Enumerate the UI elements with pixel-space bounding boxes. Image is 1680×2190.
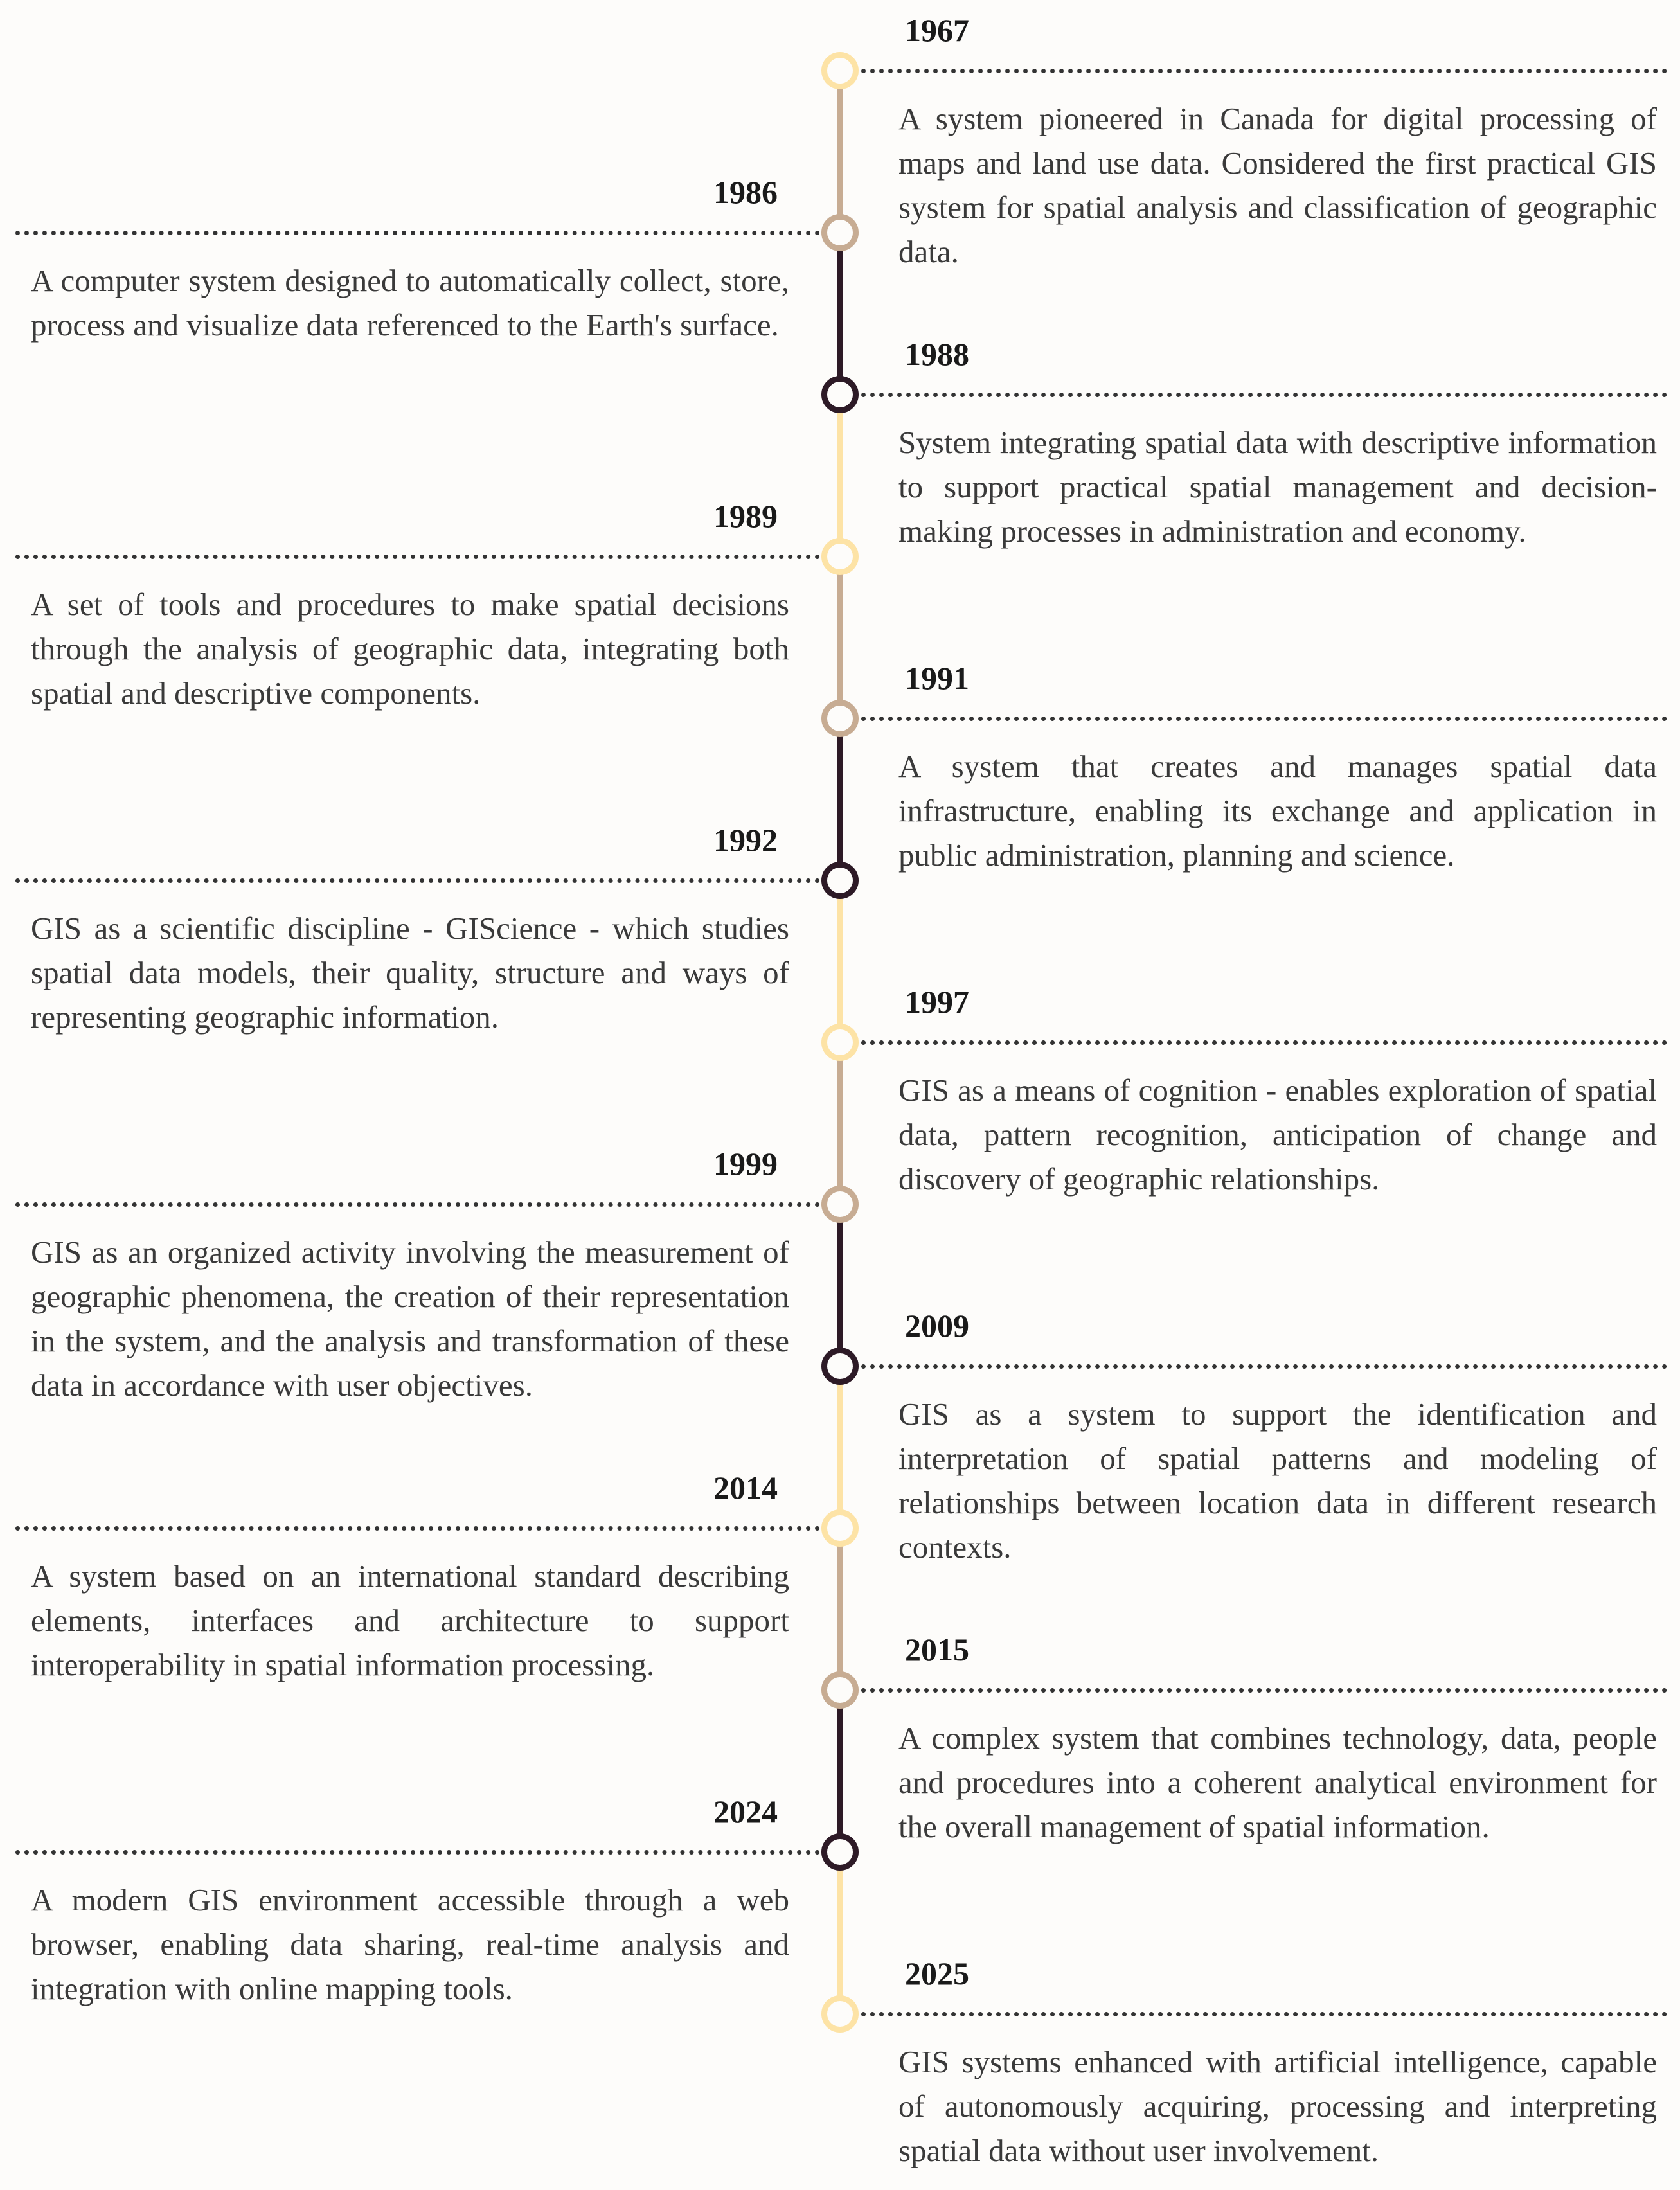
description-2009: GIS as a system to support the identification and interpretation of spatial patterns and modeling of relationships between location data in different research contexts. [898, 1396, 1657, 1565]
description-2014: A system based on an international standard describing elements, interfaces and architecture to support interoperability in spatial information processing. [31, 1558, 789, 1682]
description-1997: GIS as a means of cognition - enables exploration of spatial data, pattern recognition, anticipation of change and discovery of geographic relationships. [898, 1073, 1657, 1197]
dotted-connector-1997 [861, 1040, 1667, 1045]
year-label-2015: 2015 [905, 1632, 969, 1668]
dotted-connector-1991 [861, 717, 1667, 721]
year-label-2009: 2009 [905, 1308, 969, 1344]
description-1999: GIS as an organized activity involving the measurement of geographic phenomena, the creation of their representation in the system, and the analysis and transformation of these data in accordance with user objectives. [31, 1234, 789, 1403]
description-2025: GIS systems enhanced with artificial intelligence, capable of autonomously acquiring, processing and interpreting spatial data without user involvement. [898, 2044, 1657, 2168]
timeline-segment [837, 71, 843, 233]
timeline-node-1988 [821, 376, 859, 413]
timeline-segment [837, 718, 843, 880]
timeline-node-2024 [821, 1833, 859, 1871]
description-1967: A system pioneered in Canada for digital processing of maps and land use data. Considered the first practical GIS system for spatial analysis and classification of geographic data. [898, 101, 1657, 269]
timeline-segment [837, 1204, 843, 1366]
year-label-1988: 1988 [905, 336, 969, 372]
timeline-node-1992 [821, 862, 859, 899]
timeline-node-1999 [821, 1186, 859, 1223]
timeline-segment [837, 1690, 843, 1852]
dotted-connector-2015 [861, 1688, 1667, 1693]
dotted-connector-2014 [15, 1526, 820, 1531]
description-2024: A modern GIS environment accessible through a web browser, enabling data sharing, real-time analysis and integration with online mapping tools. [31, 1882, 789, 2006]
timeline-segment [837, 1366, 843, 1528]
description-1992: GIS as a scientific discipline - GIScience - which studies spatial data models, their quality, structure and ways of representing geographic information. [31, 911, 789, 1035]
year-label-1967: 1967 [905, 12, 969, 48]
dotted-connector-2009 [861, 1364, 1667, 1369]
dotted-connector-2025 [861, 2012, 1667, 2016]
timeline-node-1991 [821, 700, 859, 737]
year-label-1992: 1992 [713, 822, 778, 858]
year-label-1997: 1997 [905, 984, 969, 1020]
dotted-connector-1999 [15, 1202, 820, 1207]
description-1991: A system that creates and manages spatial data infrastructure, enabling its exchange and application in public administration, planning and science. [898, 749, 1657, 873]
dotted-connector-2024 [15, 1850, 820, 1855]
year-label-2025: 2025 [905, 1955, 969, 1991]
timeline-node-1997 [821, 1024, 859, 1061]
year-label-1989: 1989 [713, 498, 778, 534]
timeline-node-2025 [821, 1995, 859, 2033]
timeline-node-1967 [821, 52, 859, 89]
timeline-segment [837, 556, 843, 718]
description-1986: A computer system designed to automatically collect, store, process and visualize data referenced to the Earth's surface. [31, 263, 789, 343]
year-label-1999: 1999 [713, 1146, 778, 1182]
timeline-segment [837, 395, 843, 556]
year-label-2024: 2024 [713, 1794, 778, 1829]
timeline-node-1986 [821, 214, 859, 251]
dotted-connector-1992 [15, 878, 820, 883]
description-1989: A set of tools and procedures to make spatial decisions through the analysis of geographic data, integrating both spatial and descriptive components. [31, 587, 789, 711]
year-label-1991: 1991 [905, 660, 969, 696]
timeline-node-2009 [821, 1348, 859, 1385]
timeline-segment [837, 880, 843, 1042]
year-label-2014: 2014 [713, 1470, 778, 1506]
dotted-connector-1986 [15, 231, 820, 235]
dotted-connector-1988 [861, 393, 1667, 397]
year-label-1986: 1986 [713, 174, 778, 210]
timeline-node-2015 [821, 1671, 859, 1709]
dotted-connector-1967 [861, 69, 1667, 73]
timeline-node-1989 [821, 538, 859, 575]
timeline-segment [837, 1528, 843, 1690]
timeline-node-2014 [821, 1509, 859, 1547]
timeline-segment [837, 1852, 843, 2014]
dotted-connector-1989 [15, 555, 820, 559]
description-1988: System integrating spatial data with descriptive information to support practical spatial management and decision-making processes in administration and economy. [898, 425, 1657, 549]
description-2015: A complex system that combines technology, data, people and procedures into a coherent analytical environment for the overall management of spatial information. [898, 1720, 1657, 1844]
timeline-segment [837, 233, 843, 395]
timeline-segment [837, 1042, 843, 1204]
